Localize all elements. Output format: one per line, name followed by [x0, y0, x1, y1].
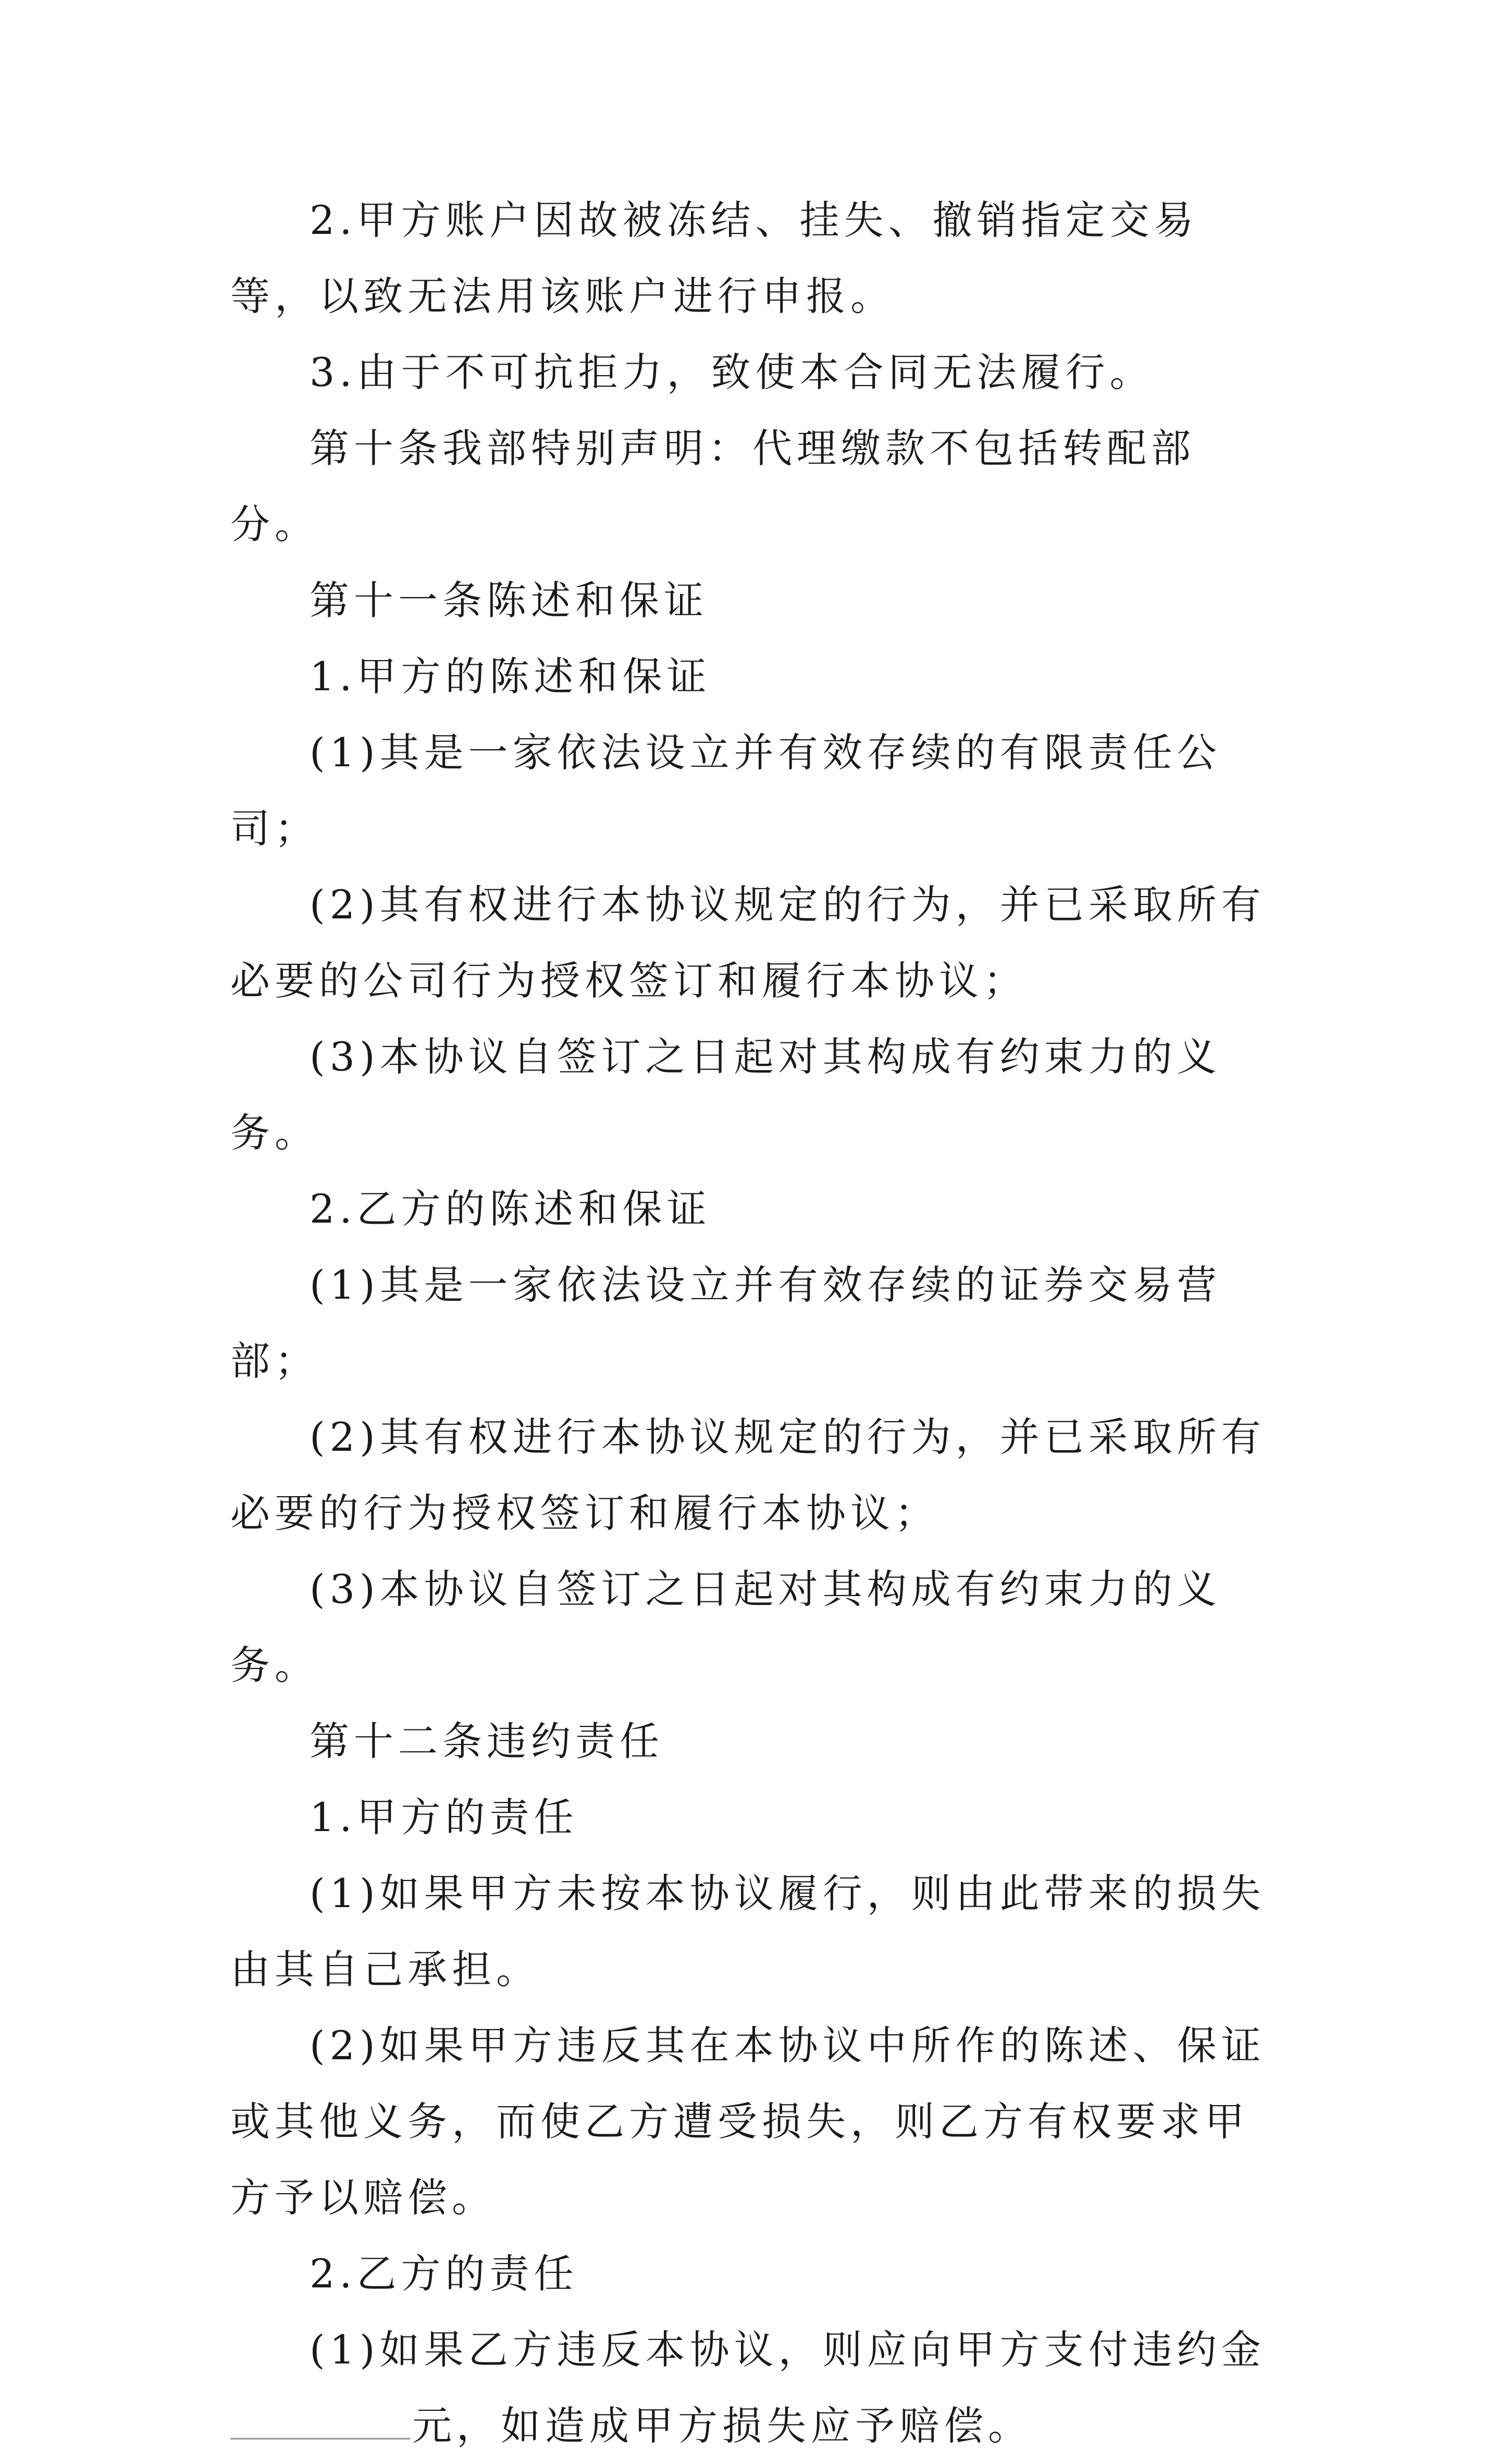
section-heading: 2.乙方的陈述和保证 — [310, 1186, 711, 1232]
paragraph: (3)本协议自签订之日起对其构成有约束力的义务。 — [230, 1566, 1221, 1688]
paragraph: (2)其有权进行本协议规定的行为，并已采取所有必要的行为授权签订和履行本协议； — [230, 1414, 1266, 1536]
section-heading: 1.甲方的陈述和保证 — [310, 653, 711, 700]
paragraph: (1)其是一家依法设立并有效存续的证券交易营部； — [230, 1262, 1221, 1384]
paragraph-with-blank — [230, 2388, 1278, 2464]
article-12-heading: 第十二条违约责任 — [310, 1718, 664, 1764]
section-heading: 1.甲方的责任 — [310, 1794, 578, 1840]
article-11-heading: 第十一条陈述和保证 — [310, 577, 708, 624]
paragraph: (1)如果乙方违反本协议，则应向甲方支付违约金 — [310, 2326, 1266, 2373]
paragraph-text: 元，如造成甲方损失应予赔偿。 — [412, 2403, 1032, 2449]
paragraph: (1)其是一家依法设立并有效存续的有限责任公司； — [230, 729, 1221, 852]
paragraph: (1)如果甲方未按本协议履行，则由此带来的损失由其自己承担。 — [230, 1870, 1266, 1993]
paragraph: 3.由于不可抗拒力，致使本合同无法履行。 — [310, 349, 1154, 395]
article-10-heading: 第十条我部特别声明：代理缴款不包括转配部分。 — [230, 425, 1195, 547]
paragraph: 2.甲方账户因故被冻结、挂失、撤销指定交易等，以致无法用该账户进行申报。 — [230, 197, 1198, 319]
fill-in-blank — [230, 2405, 410, 2440]
paragraph: (2)其有权进行本协议规定的行为，并已采取所有必要的公司行为授权签订和履行本协议； — [230, 881, 1266, 1004]
paragraph: (3)本协议自签订之日起对其构成有约束力的义务。 — [230, 1034, 1221, 1156]
section-heading: 2.乙方的责任 — [310, 2250, 578, 2297]
paragraph: (2)如果甲方违反其在本协议中所作的陈述、保证或其他义务，而使乙方遭受损失，则乙方有权要求甲方予以赔偿。 — [230, 2022, 1266, 2221]
